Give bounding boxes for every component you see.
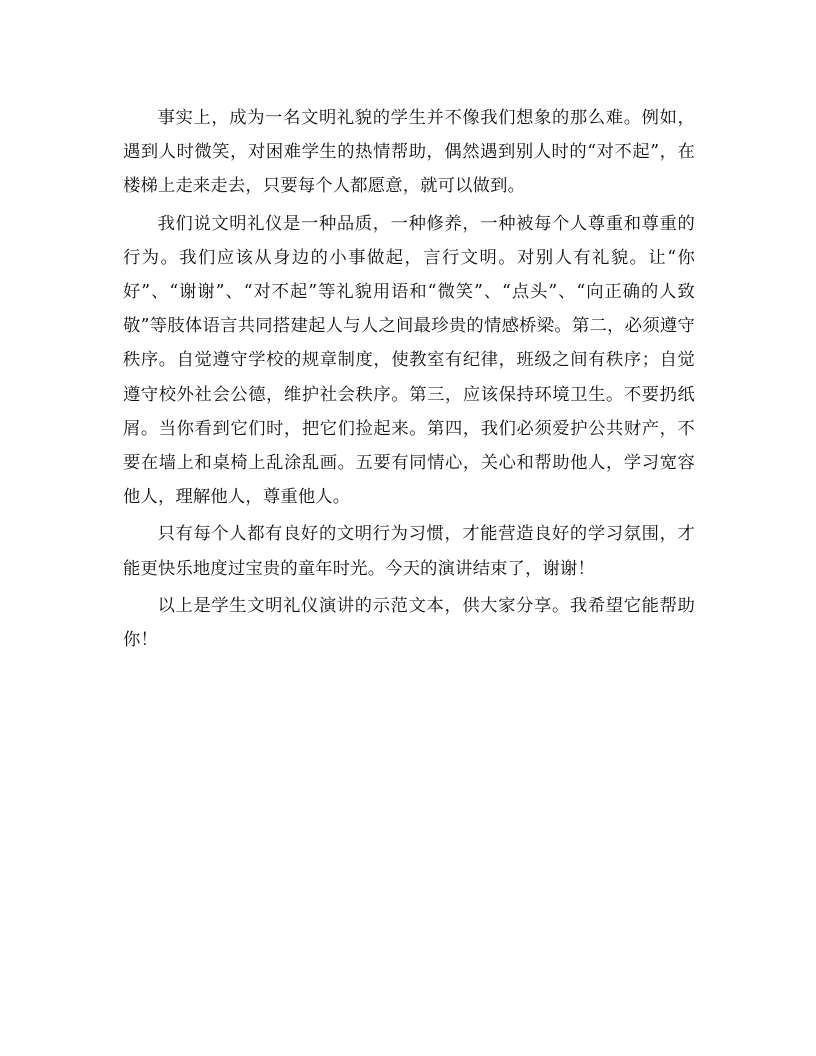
paragraph-2: 我们说文明礼仪是一种品质，一种修养，一种被每个人尊重和尊重的行为。我们应该从身边的小事做起，言行文明。对别人有礼貌。让“你好”、“谢谢”、“对不起”等礼貌用语和“微笑”、“点头”、“向正确的人致敬”等肢体语言共同搭建起人与人之间最珍贵的情感桥梁。第二，必须遵守秩序。自觉遵守学校的规章制度，使教室有纪律，班级之间有秩序；自觉遵守校外社会公德，维护社会秩序。第三，应该保持环境卫生。不要扔纸屑。当你看到它们时，把它们捡起来。第四，我们必须爱护公共财产，不要在墙上和桌椅上乱涂乱画。五要有同情心，关心和帮助他人，学习宽容他人，理解他人，尊重他人。	[123, 213, 695, 508]
document-body	[123, 101, 695, 660]
paragraph-3: 只有每个人都有良好的文明行为习惯，才能营造良好的学习氛围，才能更快乐地度过宝贵的童年时光。今天的演讲结束了，谢谢！	[123, 524, 695, 579]
paragraph-1: 事实上，成为一名文明礼貌的学生并不像我们想象的那么难。例如，遇到人时微笑，对困难学生的热情帮助，偶然遇到别人时的“对不起”，在楼梯上走来走去，只要每个人都愿意，就可以做到。	[123, 108, 695, 197]
paragraph-4: 以上是学生文明礼仪演讲的示范文本，供大家分享。我希望它能帮助你！	[123, 595, 695, 651]
